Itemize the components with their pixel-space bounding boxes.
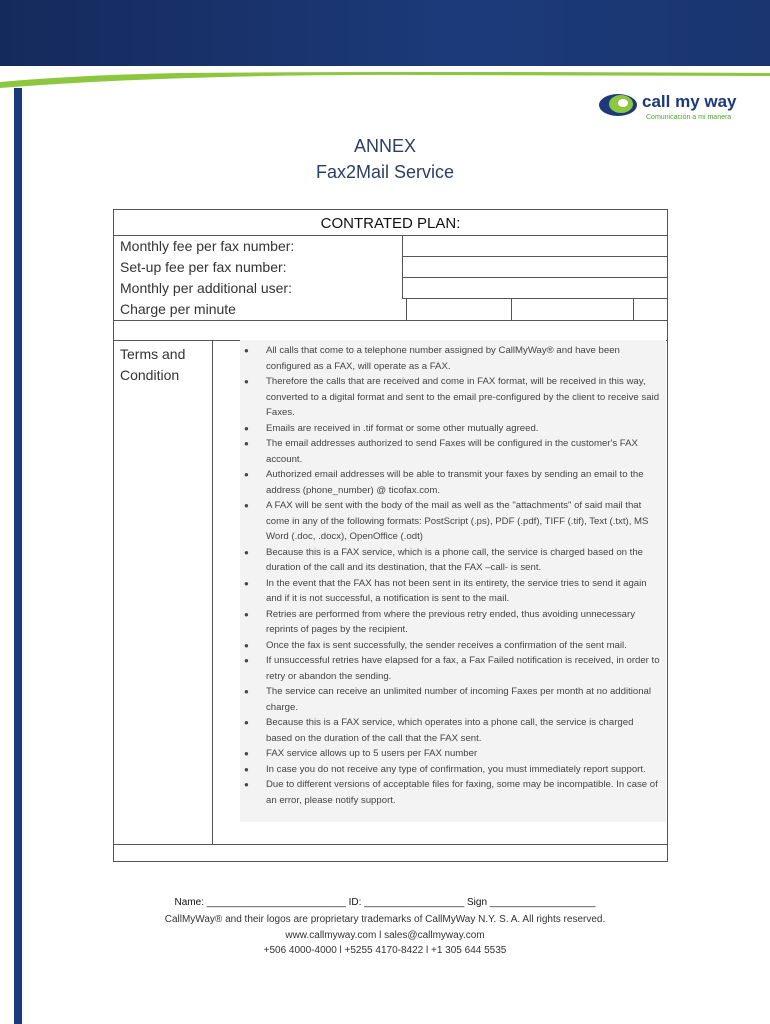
list-item [242,777,662,808]
term-text: If unsuccessful retries have elapsed for a fax, a Fax Failed notification is received, in order to retry or abandon the sending. [266,655,660,682]
logo-wordmark: call my way [642,92,737,111]
terms-list [242,343,662,808]
company-logo [598,88,748,128]
term-text: A FAX will be sent with the body of the mail as well as the "attachments" of said mail that come in any of the following formats: PostScript (.ps), PDF (.pdf), TIFF (.tif), Text (.txt), MS Word (.doc, .docx), OpenOffice (.odt) [266,500,649,542]
bullet-icon: ● [244,439,249,448]
term-text: The email addresses authorized to send Faxes will be configured in the customer's FAX account. [266,438,638,465]
left-stripe [14,88,22,1024]
bullet-icon: ● [244,470,249,479]
table-rule [212,340,213,844]
list-item [242,545,662,576]
list-item [242,374,662,421]
bullet-icon: ● [244,764,249,774]
top-banner [0,0,770,66]
bullet-icon: ● [244,749,249,758]
term-text: All calls that come to a telephone number assigned by CallMyWay® and have been configured as a FAX, will operate as a FAX. [266,345,620,372]
table-rule [406,298,407,320]
trademark-notice: CallMyWay® and their logos are proprietary trademarks of CallMyWay N.Y. S. A. All rights reserved. [164,914,606,925]
bullet-icon: ● [244,501,249,510]
list-item [242,653,662,684]
bullet-icon: ● [244,780,249,789]
contact-line: www.callmyway.com l sales@callmyway.com [285,929,485,941]
table-rule [114,320,667,321]
signature-line: Name: _________________________ ID: __________________ Sign ___________________ [174,897,596,908]
list-item [242,715,662,746]
list-item [242,762,662,778]
plan-heading: CONTRATED PLAN: [320,215,461,232]
table-rule [633,298,634,320]
list-item [242,421,662,437]
bullet-icon: ● [244,547,249,557]
bullet-icon: ● [244,609,249,619]
fee-label-setup: Set-up fee per fax number: [120,259,287,275]
phone-line: +506 4000-4000 l +5255 4170-8422 l +1 305 644 5535 [263,945,507,956]
list-item [242,746,662,762]
term-text: In case you do not receive any type of confirmation, you must immediately report support. [266,763,646,775]
green-swoosh-decoration [0,68,770,90]
table-rule [402,256,667,257]
bullet-icon: ● [244,423,249,433]
fee-label-monthly: Monthly fee per fax number: [120,238,295,254]
bullet-icon: ● [244,687,249,696]
annex-title: ANNEX [353,136,416,156]
term-text: The service can receive an unlimited number of incoming Faxes per month at no additional charge. [266,686,652,713]
bullet-icon: ● [244,377,249,386]
contracted-plan-table [113,209,668,862]
table-rule [402,298,667,299]
bullet-icon: ● [244,578,249,588]
bullet-icon: ● [244,346,249,355]
term-text: Because this is a FAX service, which is a phone call, the service is charged based on the duration of the call and its destination, that the FAX –call- is sent. [266,546,644,573]
term-text: FAX service allows up to 5 users per FAX number [266,748,478,759]
bullet-icon: ● [244,718,249,727]
bullet-icon: ● [244,640,249,650]
term-text: Therefore the calls that are received and come in FAX format, will be received in this way, converted to a digital format and sent to the email pre-configured by the client to receive said Faxes. [266,376,660,418]
term-text: Due to different versions of acceptable files for faxing, some may be incompatible. In case of an error, please notify support. [266,779,658,806]
list-item [242,467,662,498]
list-item [242,436,662,467]
list-item [242,607,662,638]
term-text: In the event that the FAX has not been sent in its entirety, the service tries to send it again and if it is not successful, a notification is sent to the mail. [266,577,647,604]
table-rule [114,235,667,236]
terms-label: Terms and Condition [120,346,186,383]
list-item [242,343,662,374]
fee-label-additional-user: Monthly per additional user: [120,280,292,296]
logo-mark-icon [598,90,642,120]
document-titles [0,134,770,186]
list-item [242,684,662,715]
table-rule [511,298,512,320]
document-footer [0,894,770,959]
bullet-icon: ● [244,656,249,665]
term-text: Once the fax is sent successfully, the sender receives a confirmation of the sent mail. [266,639,627,651]
table-rule [402,277,667,278]
term-text: Emails are received in .tif format or some other mutually agreed. [266,422,539,434]
list-item [242,576,662,607]
list-item [242,638,662,654]
table-rule [402,235,403,298]
term-text: Authorized email addresses will be able to transmit your faxes by sending an email to the address (phone_number) @ ticofax.com. [266,469,644,496]
table-rule [114,844,667,845]
list-item [242,498,662,545]
term-text: Retries are performed from where the previous retry ended, thus avoiding unnecessary reprints of pages by the recipient. [266,608,636,635]
service-title: Fax2Mail Service [315,162,455,182]
term-text: Because this is a FAX service, which operates into a phone call, the service is charged based on the duration of the call that the FAX sent. [266,717,634,744]
fee-label-per-minute: Charge per minute [120,301,236,317]
logo-tagline: Comunicación a mi manera [646,114,732,121]
